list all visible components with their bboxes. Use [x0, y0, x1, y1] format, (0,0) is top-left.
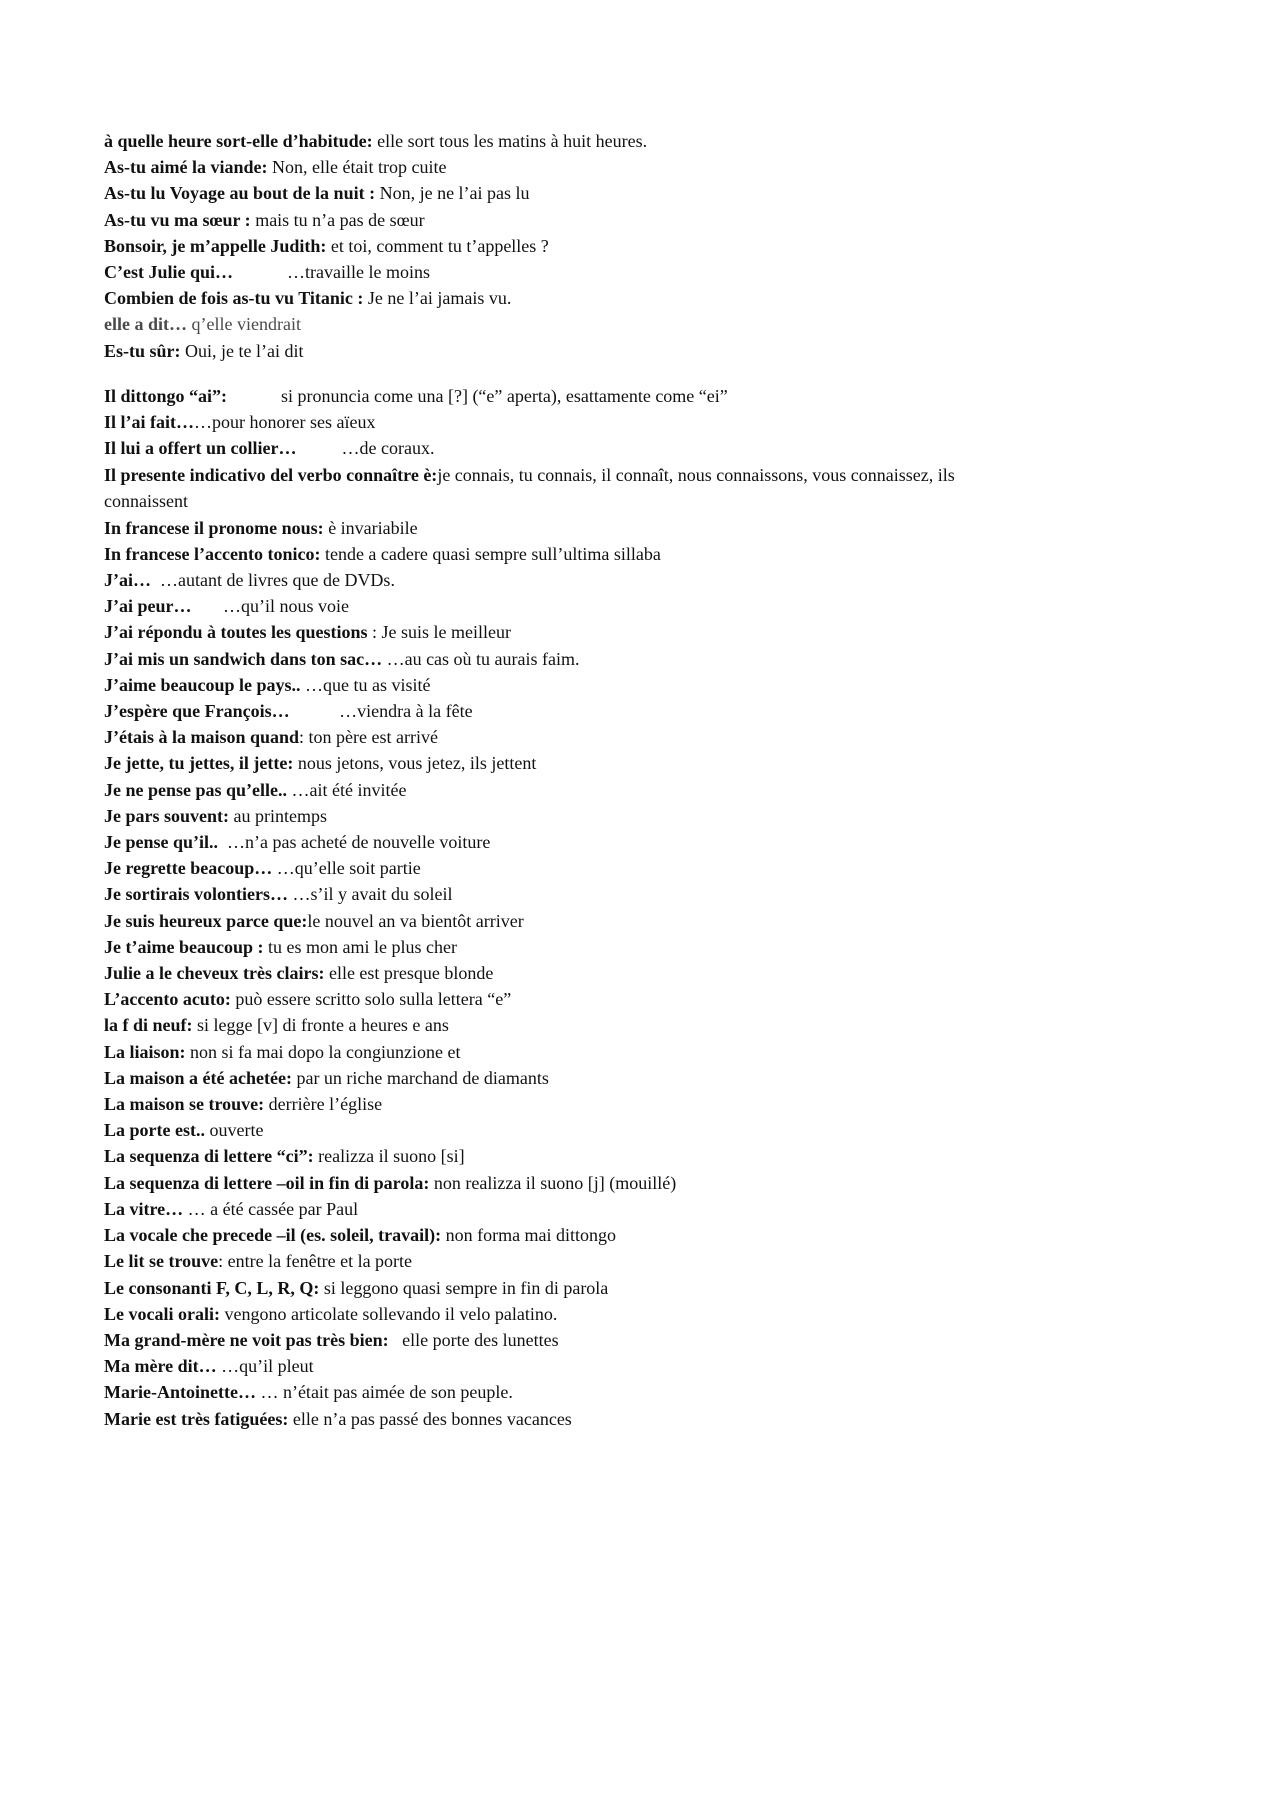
entry-line [104, 1012, 964, 1038]
entry-answer: Non, je ne l’ai pas lu [375, 183, 530, 204]
entry-prompt: Il lui a offert un collier… [104, 438, 297, 459]
entry-line [104, 1143, 964, 1169]
section-1 [104, 128, 964, 364]
entry-prompt: Je pense qu’il.. [104, 832, 219, 853]
entry-answer: …qu’il nous voie [191, 596, 349, 617]
entry-prompt: Marie-Antoinette… [104, 1382, 256, 1403]
entry-answer: q’elle viendrait [187, 314, 301, 335]
entry-line [104, 1091, 964, 1117]
entry-answer: …que tu as visité [300, 674, 431, 695]
entry-answer: …autant de livres que de DVDs. [151, 570, 395, 591]
entry-prompt: Il l’ai fait… [104, 412, 194, 433]
entry-line [104, 672, 964, 698]
entry-prompt: La liaison: [104, 1041, 186, 1062]
entry-answer: …ait été invitée [287, 779, 407, 800]
entry-answer: elle sort tous les matins à huit heures. [372, 131, 648, 151]
entry-prompt: La sequenza di lettere “ci”: [104, 1146, 314, 1167]
entry-prompt: Ma mère dit… [104, 1356, 217, 1377]
entry-answer: nous jetons, vous jetez, ils jettent [293, 753, 537, 774]
entry-prompt: Es-tu sûr: [104, 340, 181, 361]
entry-answer: : ton père est arrivé [299, 727, 438, 748]
entry-prompt: la f di neuf: [104, 1015, 193, 1036]
entry-line [104, 1196, 964, 1222]
entry-line [104, 908, 964, 934]
entry-prompt: La porte est.. [104, 1120, 205, 1141]
entry-answer: je connais, tu connais, il connaît, nous connaissons, vous connaissez, ils connaissent [104, 464, 960, 512]
entry-answer: …n’a pas acheté de nouvelle voiture [218, 832, 491, 853]
entry-line [104, 383, 964, 409]
entry-answer: realizza il suono [si] [313, 1146, 465, 1167]
entry-line [104, 750, 964, 776]
entry-line [104, 1301, 964, 1327]
entry-line [104, 435, 964, 461]
entry-line [104, 934, 964, 960]
entry-line [104, 1117, 964, 1143]
entry-prompt: Je ne pense pas qu’elle.. [104, 779, 288, 800]
entry-answer: Non, elle était trop cuite [267, 157, 447, 178]
entry-prompt: Marie est très fatiguées: [104, 1408, 289, 1429]
entry-line [104, 285, 964, 311]
entry-answer: tende a cadere quasi sempre sull’ultima sillaba [320, 543, 661, 564]
entry-prompt: J’ai mis un sandwich dans ton sac… [104, 648, 383, 669]
entry-answer: …s’il y avait du soleil [287, 884, 453, 905]
entry-line [104, 1170, 964, 1196]
entry-answer: mais tu n’a pas de sœur [250, 209, 425, 230]
section-2 [104, 383, 964, 1432]
entry-line [104, 881, 964, 907]
entry-answer: …pour honorer ses aïeux [194, 412, 376, 433]
entry-prompt: elle a dit… [104, 314, 187, 335]
entry-line [104, 1379, 964, 1405]
entry-line [104, 1275, 964, 1301]
entry-prompt: Je sortirais volontiers… [104, 884, 288, 905]
entry-line [104, 259, 964, 285]
entry-line [104, 1065, 964, 1091]
entry-line [104, 1039, 964, 1065]
entry-answer: : Je suis le meilleur [367, 622, 512, 643]
entry-answer: elle porte des lunettes [388, 1329, 559, 1350]
entry-answer: …viendra à la fête [289, 701, 473, 722]
entry-prompt: J’ai… [104, 570, 151, 591]
entry-line [104, 855, 964, 881]
entry-line [104, 1222, 964, 1248]
entry-answer: vengono articolate sollevando il velo palatino. [219, 1303, 558, 1324]
entry-prompt: La maison se trouve: [104, 1094, 265, 1115]
entry-answer: elle n’a pas passé des bonnes vacances [288, 1408, 572, 1429]
entry-prompt: Ma grand-mère ne voit pas très bien: [104, 1329, 389, 1350]
entry-answer: si leggono quasi sempre in fin di parola [319, 1277, 609, 1298]
entry-prompt: Julie a le cheveux très clairs: [104, 963, 325, 984]
entry-answer: Oui, je te l’ai dit [180, 340, 304, 361]
entry-prompt: Combien de fois as-tu vu Titanic : [104, 288, 364, 309]
entry-line [104, 233, 964, 259]
entry-line [104, 180, 964, 206]
entry-prompt: Je jette, tu jettes, il jette: [104, 753, 294, 774]
entry-line [104, 803, 964, 829]
entry-line [104, 960, 964, 986]
entry-answer: derrière l’église [264, 1094, 383, 1115]
entry-line [104, 128, 964, 154]
entry-prompt: J’ai peur… [104, 596, 192, 617]
entry-prompt: In francese il pronome nous: [104, 517, 324, 538]
entry-prompt: Le lit se trouve [104, 1251, 219, 1272]
entry-prompt: J’aime beaucoup le pays.. [104, 674, 301, 695]
entry-prompt: La vocale che precede –il (es. soleil, travail): [104, 1225, 442, 1246]
entry-answer: è invariabile [323, 517, 418, 538]
entry-answer: non si fa mai dopo la congiunzione et [185, 1041, 461, 1062]
entry-line [104, 207, 964, 233]
entry-answer: elle est presque blonde [324, 963, 494, 984]
entry-prompt: à quelle heure sort-elle d’habitude: [104, 131, 373, 151]
entry-prompt: As-tu lu Voyage au bout de la nuit : [104, 183, 376, 204]
entry-answer: Je ne l’ai jamais vu. [363, 288, 512, 309]
entry-line [104, 777, 964, 803]
entry-prompt: Il presente indicativo del verbo connaître è: [104, 464, 438, 485]
entry-prompt: In francese l’accento tonico: [104, 543, 321, 564]
entry-line [104, 1406, 964, 1432]
entry-line [104, 1353, 964, 1379]
entry-line [104, 311, 964, 337]
entry-line [104, 646, 964, 672]
entry-prompt: Le consonanti F, C, L, R, Q: [104, 1277, 320, 1298]
entry-line [104, 698, 964, 724]
entry-answer: le nouvel an va bientôt arriver [307, 910, 524, 931]
entry-answer: par un riche marchand de diamants [291, 1067, 549, 1088]
entry-line [104, 829, 964, 855]
entry-answer: si pronuncia come una [?] (“e” aperta), esattamente come “ei” [227, 386, 728, 406]
entry-line [104, 338, 964, 364]
entry-line [104, 1327, 964, 1353]
entry-prompt: La maison a été achetée: [104, 1067, 292, 1088]
entry-answer: …travaille le moins [233, 262, 430, 283]
entry-line [104, 515, 964, 541]
entry-line [104, 619, 964, 645]
entry-line [104, 154, 964, 180]
entry-answer: può essere scritto solo sulla lettera “e” [230, 989, 512, 1010]
entry-answer: si legge [v] di fronte a heures e ans [192, 1015, 449, 1036]
entry-prompt: As-tu aimé la viande: [104, 157, 268, 178]
entry-prompt: L’accento acuto: [104, 989, 231, 1010]
entry-prompt: La vitre… [104, 1198, 184, 1219]
entry-answer: …qu’il pleut [216, 1356, 314, 1377]
entry-prompt: La sequenza di lettere –oil in fin di parola: [104, 1172, 430, 1193]
entry-answer: …au cas où tu aurais faim. [382, 648, 580, 669]
entry-answer: tu es mon ami le plus cher [263, 936, 457, 957]
entry-line [104, 567, 964, 593]
entry-line [104, 541, 964, 567]
entry-answer: au printemps [229, 805, 327, 826]
entry-prompt: J’ai répondu à toutes les questions [104, 622, 368, 643]
entry-line [104, 1248, 964, 1274]
entry-answer: …de coraux. [296, 438, 435, 459]
entry-answer: non forma mai dittongo [441, 1225, 617, 1246]
entry-answer: non realizza il suono [j] (mouillé) [429, 1172, 677, 1193]
entry-line [104, 409, 964, 435]
entry-answer: …qu’elle soit partie [272, 858, 421, 879]
entry-line [104, 593, 964, 619]
entry-prompt: Je suis heureux parce que: [104, 910, 308, 931]
entry-answer: … n’était pas aimée de son peuple. [255, 1382, 513, 1403]
entry-answer: … a été cassée par Paul [183, 1198, 359, 1219]
entry-line [104, 986, 964, 1012]
entry-prompt: As-tu vu ma sœur : [104, 209, 251, 230]
entry-answer: ouverte [204, 1120, 264, 1141]
entry-prompt: J’étais à la maison quand [104, 727, 300, 748]
entry-prompt: Il dittongo “ai”: [104, 386, 228, 406]
entry-prompt: Bonsoir, je m’appelle Judith: [104, 235, 327, 256]
entry-prompt: Je pars souvent: [104, 805, 229, 826]
entry-line [104, 462, 964, 515]
entry-answer: : entre la fenêtre et la porte [218, 1251, 413, 1272]
entry-prompt: Le vocali orali: [104, 1303, 220, 1324]
entry-line [104, 724, 964, 750]
entry-prompt: J’espère que François… [104, 701, 290, 722]
entry-prompt: Je t’aime beaucoup : [104, 936, 264, 957]
entry-answer: et toi, comment tu t’appelles ? [326, 235, 549, 256]
entry-prompt: Je regrette beacoup… [104, 858, 273, 879]
entry-prompt: C’est Julie qui… [104, 262, 234, 283]
